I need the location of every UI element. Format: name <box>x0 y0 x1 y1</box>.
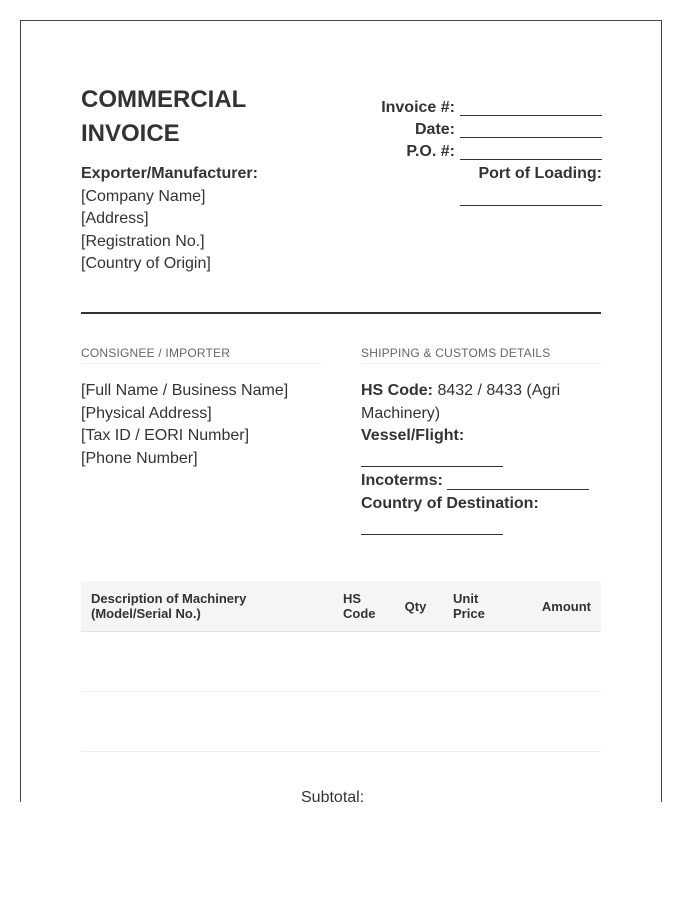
port-of-loading-row <box>322 185 602 209</box>
po-row <box>322 141 602 163</box>
col-qty: Qty <box>404 598 427 614</box>
incoterms-field[interactable] <box>447 473 589 490</box>
exporter-label: Exporter/Manufacturer: <box>81 165 258 182</box>
vessel-label: Vessel/Flight: <box>361 427 465 444</box>
po-label: P.O. #: <box>406 143 455 160</box>
invoice-number-label: Invoice #: <box>381 99 455 116</box>
items-table-header <box>81 581 601 632</box>
port-of-loading-field[interactable] <box>460 189 602 206</box>
col-hs-code: HS Code <box>343 591 376 621</box>
destination-line <box>361 515 601 538</box>
consignee-address: [Physical Address] <box>81 404 212 422</box>
col-amount: Amount <box>541 598 591 614</box>
hs-code-line <box>361 380 601 425</box>
destination-field[interactable] <box>361 518 503 535</box>
invoice-title: COMMERCIAL INVOICE <box>81 86 246 147</box>
invoice-number-row <box>322 97 602 119</box>
consignee-title: CONSIGNEE / IMPORTER <box>81 346 321 364</box>
exporter-company: [Company Name] <box>81 187 206 205</box>
consignee-tax-id: [Tax ID / EORI Number] <box>81 427 250 444</box>
shipping-body <box>361 380 601 538</box>
invoice-number-field[interactable] <box>460 99 602 116</box>
shipping-section <box>361 346 601 538</box>
exporter-country: [Country of Origin] <box>81 255 211 272</box>
subtotal-label: Subtotal: <box>301 789 365 802</box>
table-row[interactable] <box>81 692 601 752</box>
table-row[interactable] <box>81 632 601 692</box>
date-label: Date: <box>414 121 455 138</box>
destination-label: Country of Destination: <box>361 494 539 512</box>
exporter-block <box>81 163 258 276</box>
exporter-address: [Address] <box>81 210 149 227</box>
consignee-section <box>81 346 321 470</box>
consignee-body <box>81 380 321 470</box>
vessel-line <box>361 448 601 471</box>
shipping-title: SHIPPING & CUSTOMS DETAILS <box>361 346 601 364</box>
date-field[interactable] <box>460 121 602 138</box>
po-field[interactable] <box>460 143 602 160</box>
invoice-page <box>20 20 662 802</box>
hs-code-value: 8432 / 8433 (Agri Machinery) <box>361 382 561 422</box>
consignee-name: [Full Name / Business Name] <box>81 382 289 399</box>
hs-code-label: HS Code: <box>361 382 433 399</box>
col-unit-price: Unit Price <box>453 591 485 621</box>
header-divider <box>81 312 601 314</box>
exporter-registration: [Registration No.] <box>81 232 205 250</box>
consignee-phone: [Phone Number] <box>81 449 198 467</box>
port-of-loading-label: Port of Loading: <box>478 165 602 182</box>
incoterms-line <box>361 470 601 493</box>
invoice-meta <box>322 97 602 209</box>
incoterms-label: Incoterms: <box>361 472 443 489</box>
vessel-field[interactable] <box>361 450 503 467</box>
col-description: Description of Machinery (Model/Serial No.) <box>91 591 247 621</box>
date-row <box>322 119 602 141</box>
